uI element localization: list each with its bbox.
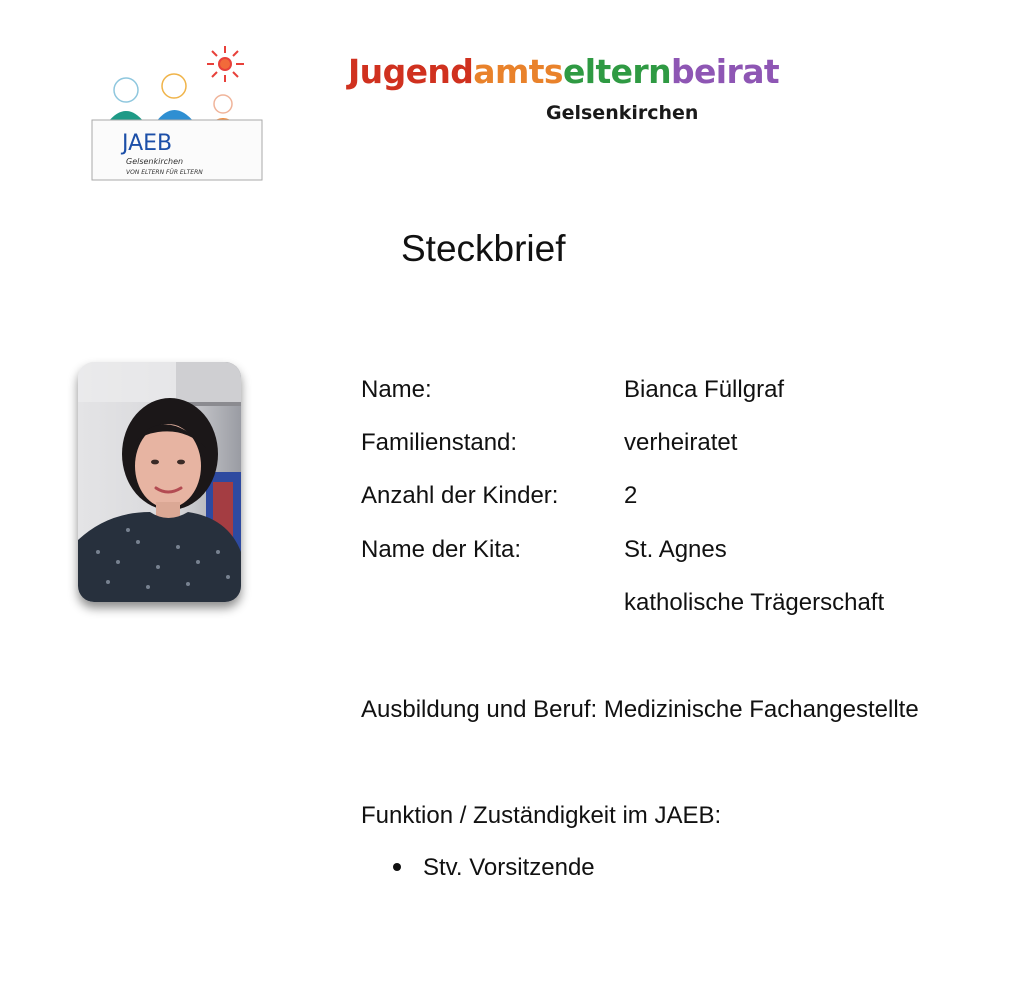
field-value-kita: St. Agnes [624,536,727,563]
function-item-label: Stv. Vorsitzende [423,854,595,881]
logo-caption-line1: Gelsenkirchen [126,157,184,166]
field-value-name: Bianca Füllgraf [624,376,785,403]
field-value-traegerschaft: katholische Trägerschaft [624,589,885,616]
children-drawing-with-sun-logo-icon [86,42,278,187]
logo-caption-line2: VON ELTERN FÜR ELTERN [126,169,203,176]
education-line: Ausbildung und Beruf: Medizinische Fachangestellte [361,696,919,723]
page-title: Steckbrief [401,228,566,269]
field-label-name: Name: [361,376,432,403]
portrait-photo [78,362,241,602]
brand-title-segment-3: eltern [562,52,671,91]
brand-title-segment-4: beirat [671,52,780,91]
field-value-familienstand: verheiratet [624,429,738,456]
jaeb-logo [86,42,278,187]
brand-title-segment-1: Jugend [348,52,474,91]
field-label-familienstand: Familienstand: [361,429,518,456]
portrait-photo-icon [78,362,241,602]
field-value-anzahl-kinder: 2 [624,482,638,509]
bullet-icon [393,863,401,871]
brand-title [348,52,779,91]
function-heading: Funktion / Zuständigkeit im JAEB: [361,802,722,829]
brand-title-segment-2: amts [473,52,563,91]
brand-subtitle: Gelsenkirchen [546,102,699,124]
logo-label: JAEB [122,131,173,156]
function-list-item [393,854,595,882]
field-label-anzahl-kinder: Anzahl der Kinder: [361,482,559,509]
field-label-kita: Name der Kita: [361,536,522,563]
